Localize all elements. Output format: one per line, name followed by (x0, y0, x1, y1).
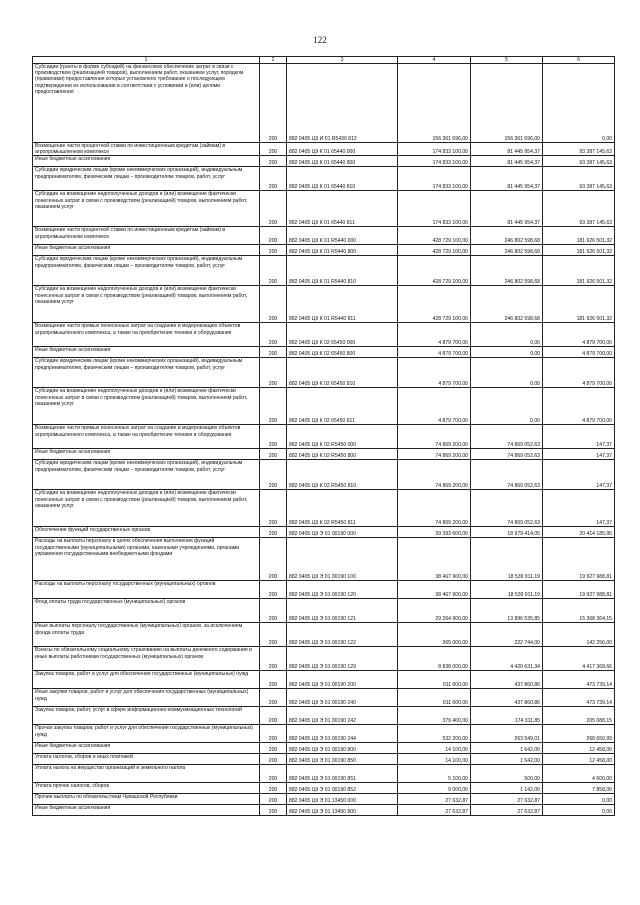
row-unexecuted: 4 879 700,00 (543, 323, 615, 347)
row-classification: 882 0405 Ц9 К 01 R5440 800 (287, 245, 398, 256)
row-name: Возмещение части прямых понесенных затрат на создание и модернизацию объектов агропромышленного комплекса, а также на приобретение техники и оборудования (33, 323, 260, 347)
table-row (33, 754, 615, 765)
row-executed: 1 142,00 (471, 783, 543, 794)
row-classification: 882 0405 Ц9 К 01 65440 800 (287, 156, 398, 167)
table-row (33, 286, 615, 323)
row-unexecuted: 147,37 (543, 490, 615, 527)
row-name: Субсидии на возмещение недополученных доходов и (или) возмещение фактически понесенных затрат в связи с производством (реализацией) товаров, выполнением работ, оказанием услуг (33, 388, 260, 425)
table-row (33, 460, 615, 490)
row-classification: 882 0405 Ц9 Э 01 00190 200 (287, 671, 398, 689)
row-approved: 74 869 200,00 (398, 425, 471, 449)
table-row (33, 725, 615, 743)
row-name: Фонд оплаты труда государственных (муниципальных) органов (33, 599, 260, 623)
row-code: 200 (260, 245, 287, 256)
row-executed: 27 632,87 (471, 794, 543, 805)
row-executed: 74 869 052,63 (471, 490, 543, 527)
row-executed: 18 539 911,19 (471, 581, 543, 599)
row-classification: 882 0405 Ц9 К 02 R5450 810 (287, 460, 398, 490)
row-code: 200 (260, 647, 287, 671)
row-name: Обеспечение функций государственных органов (33, 527, 260, 538)
row-executed: 1 642,00 (471, 743, 543, 754)
row-classification: 882 0405 Ц9 Э 01 00190 122 (287, 623, 398, 647)
row-classification: 882 0405 Ц9 Э 01 00190 121 (287, 599, 398, 623)
row-unexecuted: 181 926 501,32 (543, 227, 615, 245)
row-executed: 246 802 598,68 (471, 245, 543, 256)
row-approved: 27 632,87 (398, 794, 471, 805)
row-unexecuted: 12 458,00 (543, 754, 615, 765)
row-executed: 74 869 052,63 (471, 449, 543, 460)
row-code: 200 (260, 707, 287, 725)
row-classification: 882 0405 Ц9 К 01 R5440 810 (287, 256, 398, 286)
row-executed: 263 549,01 (471, 725, 543, 743)
row-unexecuted: 93 387 145,63 (543, 143, 615, 156)
row-code: 200 (260, 347, 287, 358)
row-classification: 882 0405 Ц9 Э 01 00190 850 (287, 754, 398, 765)
row-executed: 4 420 631,34 (471, 647, 543, 671)
header-col-2: 2 (260, 57, 287, 64)
row-approved: 38 467 900,00 (398, 538, 471, 581)
row-name: Субсидии на возмещение недополученных доходов и (или) возмещение фактически понесенных затрат в связи с производством (реализацией) товаров, выполнением работ, оказанием услуг (33, 490, 260, 527)
row-approved: 39 393 600,00 (398, 527, 471, 538)
row-classification: 882 0405 Ц9 Э 01 00190 129 (287, 647, 398, 671)
row-classification: 882 0405 Ц9 К 02 R5450 811 (287, 490, 398, 527)
row-code: 200 (260, 671, 287, 689)
row-code: 200 (260, 527, 287, 538)
row-unexecuted: 4 417 368,66 (543, 647, 615, 671)
row-classification: 882 0405 Ц9 Э 01 00190 240 (287, 689, 398, 707)
table-row (33, 64, 615, 143)
row-code: 200 (260, 538, 287, 581)
row-executed: 0,00 (471, 358, 543, 388)
row-executed: 13 896 535,85 (471, 599, 543, 623)
row-approved: 27 632,87 (398, 805, 471, 816)
row-name: Иные бюджетные ассигнования (33, 347, 260, 358)
table-row (33, 347, 615, 358)
row-code: 200 (260, 64, 287, 143)
row-unexecuted: 4 879 700,00 (543, 388, 615, 425)
row-classification: 882 0405 Ц9 И 01 R5430 812 (287, 64, 398, 143)
row-approved: 4 879 700,00 (398, 347, 471, 358)
row-approved: 8 838 000,00 (398, 647, 471, 671)
table-row (33, 388, 615, 425)
header-col-4: 4 (398, 57, 471, 64)
row-code: 200 (260, 156, 287, 167)
table-row (33, 743, 615, 754)
row-executed: 81 445 954,37 (471, 191, 543, 227)
table-row (33, 323, 615, 347)
row-executed: 81 445 954,37 (471, 156, 543, 167)
table-row (33, 647, 615, 671)
row-name: Иные бюджетные ассигнования (33, 449, 260, 460)
row-executed: 437 860,86 (471, 689, 543, 707)
row-classification: 882 0405 Ц9 Э 01 00190 800 (287, 743, 398, 754)
row-classification: 882 0405 Ц9 К 02 65450 000 (287, 323, 398, 347)
row-executed: 437 860,86 (471, 671, 543, 689)
row-approved: 428 729 100,00 (398, 256, 471, 286)
row-name: Взносы по обязательному социальному страхованию на выплаты денежного содержания и иные выплаты работникам государственных (муниципальных) органов (33, 647, 260, 671)
row-approved: 365 000,00 (398, 623, 471, 647)
row-classification: 882 0405 Ц9 К 01 65440 000 (287, 143, 398, 156)
row-unexecuted: 7 858,00 (543, 783, 615, 794)
row-classification: 882 0405 Ц9 К 02 R5450 000 (287, 425, 398, 449)
row-executed: 0,00 (471, 347, 543, 358)
row-unexecuted: 181 926 501,32 (543, 286, 615, 323)
row-approved: 74 869 200,00 (398, 460, 471, 490)
row-executed: 174 311,85 (471, 707, 543, 725)
row-unexecuted: 0,00 (543, 805, 615, 816)
row-unexecuted: 19 927 988,81 (543, 581, 615, 599)
table-row (33, 794, 615, 805)
row-executed: 500,00 (471, 765, 543, 783)
row-name: Возмещение части прямых понесенных затрат на создание и модернизацию объектов агропромышленного комплекса, а также на приобретение техники и оборудования (33, 425, 260, 449)
row-executed: 246 802 598,68 (471, 286, 543, 323)
row-name: Уплата прочих налогов, сборов (33, 783, 260, 794)
row-classification: 882 0405 Ц9 Э 01 13450 800 (287, 805, 398, 816)
row-code: 200 (260, 599, 287, 623)
row-executed: 1 642,00 (471, 754, 543, 765)
table-row (33, 156, 615, 167)
table-row (33, 623, 615, 647)
row-executed: 18 539 911,19 (471, 538, 543, 581)
row-classification: 882 0405 Ц9 К 01 65440 810 (287, 167, 398, 191)
row-code: 200 (260, 388, 287, 425)
row-code: 200 (260, 754, 287, 765)
row-classification: 882 0405 Ц9 Э 01 00190 242 (287, 707, 398, 725)
row-name: Субсидии юридическим лицам (кроме некоммерческих организаций), индивидуальным предпринимателям, физическим лицам – производителям товаров, работ, услуг (33, 256, 260, 286)
row-approved: 428 729 100,00 (398, 227, 471, 245)
row-approved: 29 264 900,00 (398, 599, 471, 623)
table-row (33, 191, 615, 227)
row-unexecuted: 0,00 (543, 64, 615, 143)
row-approved: 428 729 100,00 (398, 286, 471, 323)
table-row (33, 707, 615, 725)
row-approved: 5 100,00 (398, 765, 471, 783)
row-name: Иные бюджетные ассигнования (33, 245, 260, 256)
row-approved: 4 879 700,00 (398, 358, 471, 388)
row-name: Иные закупки товаров, работ и услуг для обеспечения государственных (муниципальных) нужд (33, 689, 260, 707)
row-approved: 9 000,00 (398, 783, 471, 794)
row-code: 200 (260, 689, 287, 707)
row-approved: 14 100,00 (398, 754, 471, 765)
row-unexecuted: 4 879 700,00 (543, 358, 615, 388)
row-name: Возмещение части процентной ставки по инвестиционным кредитам (займам) в агропромышленном комплексе (33, 227, 260, 245)
table-row (33, 245, 615, 256)
row-approved: 174 833 100,00 (398, 191, 471, 227)
table-row (33, 227, 615, 245)
row-classification: 882 0405 Ц9 Э 01 00190 852 (287, 783, 398, 794)
table-row (33, 256, 615, 286)
header-col-3: 3 (287, 57, 398, 64)
row-name: Субсидии юридическим лицам (кроме некоммерческих организаций), индивидуальным предпринимателям, физическим лицам – производителям товаров, работ, услуг (33, 460, 260, 490)
row-name: Субсидии юридическим лицам (кроме некоммерческих организаций), индивидуальным предпринимателям, физическим лицам – производителям товаров, работ, услуг (33, 167, 260, 191)
row-code: 200 (260, 191, 287, 227)
row-code: 200 (260, 581, 287, 599)
row-code: 200 (260, 725, 287, 743)
row-classification: 882 0405 Ц9 К 01 65440 811 (287, 191, 398, 227)
row-classification: 882 0405 Ц9 Э 01 00190 851 (287, 765, 398, 783)
row-approved: 74 869 200,00 (398, 490, 471, 527)
header-col-6: 6 (543, 57, 615, 64)
row-executed: 222 744,00 (471, 623, 543, 647)
row-approved: 911 600,00 (398, 671, 471, 689)
row-classification: 882 0405 Ц9 К 01 R5440 811 (287, 286, 398, 323)
row-code: 200 (260, 743, 287, 754)
row-unexecuted: 147,37 (543, 449, 615, 460)
row-code: 200 (260, 425, 287, 449)
row-name: Прочие выплаты по обязательствам Чувашской Республики (33, 794, 260, 805)
row-name: Прочая закупка товаров, работ и услуг для обеспечения государственных (муниципальных) нужд (33, 725, 260, 743)
row-name: Уплата налогов, сборов и иных платежей (33, 754, 260, 765)
row-code: 200 (260, 143, 287, 156)
row-unexecuted: 93 387 145,63 (543, 167, 615, 191)
row-executed: 81 445 954,37 (471, 167, 543, 191)
row-unexecuted: 473 739,14 (543, 671, 615, 689)
row-approved: 532 200,00 (398, 725, 471, 743)
row-unexecuted: 268 650,99 (543, 725, 615, 743)
row-executed: 246 802 598,68 (471, 227, 543, 245)
row-code: 200 (260, 623, 287, 647)
row-name: Иные бюджетные ассигнования (33, 156, 260, 167)
table-row (33, 538, 615, 581)
row-executed: 0,00 (471, 323, 543, 347)
row-approved: 156 361 696,00 (398, 64, 471, 143)
table-row (33, 425, 615, 449)
row-code: 200 (260, 460, 287, 490)
table-row (33, 805, 615, 816)
row-code: 200 (260, 167, 287, 191)
row-approved: 4 879 700,00 (398, 388, 471, 425)
row-code: 200 (260, 323, 287, 347)
row-code: 200 (260, 227, 287, 245)
row-name: Закупка товаров, работ, услуг в сфере информационно-коммуникационных технологий (33, 707, 260, 725)
row-unexecuted: 19 927 988,81 (543, 538, 615, 581)
table-row (33, 490, 615, 527)
table-row (33, 358, 615, 388)
row-unexecuted: 473 739,14 (543, 689, 615, 707)
row-name: Расходы на выплаты персоналу государственных (муниципальных) органов (33, 581, 260, 599)
row-code: 200 (260, 794, 287, 805)
table-body (33, 64, 615, 816)
row-classification: 882 0405 Ц9 Э 01 00190 244 (287, 725, 398, 743)
table-row (33, 449, 615, 460)
row-name: Возмещение части процентной ставки по инвестиционным кредитам (займам) в агропромышленном комплексе (33, 143, 260, 156)
row-approved: 4 879 700,00 (398, 323, 471, 347)
row-code: 200 (260, 449, 287, 460)
row-classification: 882 0405 Ц9 К 02 65450 800 (287, 347, 398, 358)
table-row (33, 689, 615, 707)
row-classification: 882 0405 Ц9 К 02 65450 811 (287, 388, 398, 425)
header-col-5: 5 (471, 57, 543, 64)
table-row (33, 167, 615, 191)
row-unexecuted: 0,00 (543, 794, 615, 805)
table-row (33, 527, 615, 538)
row-code: 200 (260, 256, 287, 286)
row-code: 200 (260, 765, 287, 783)
row-unexecuted: 205 088,15 (543, 707, 615, 725)
table-header (33, 57, 615, 64)
row-executed: 246 802 598,68 (471, 256, 543, 286)
row-name: Уплата налога на имущество организаций и земельного налога (33, 765, 260, 783)
row-unexecuted: 15 368 364,15 (543, 599, 615, 623)
row-unexecuted: 4 879 700,00 (543, 347, 615, 358)
row-name: Расходы на выплаты персоналу в целях обеспечения выполнения функций государственными (муниципальными) органами, казенными учреждениями, органами управления государственными внебюджетными фондами (33, 538, 260, 581)
header-col-1: 1 (33, 57, 260, 64)
header-row (33, 57, 615, 64)
row-approved: 174 833 100,00 (398, 156, 471, 167)
row-name: Иные выплаты персоналу государственных (муниципальных) органов, за исключением фонда оплаты труда (33, 623, 260, 647)
row-unexecuted: 12 458,00 (543, 743, 615, 754)
row-approved: 911 600,00 (398, 689, 471, 707)
row-classification: 882 0405 Ц9 Э 01 00190 000 (287, 527, 398, 538)
table-row (33, 581, 615, 599)
row-executed: 18 979 414,05 (471, 527, 543, 538)
row-code: 200 (260, 805, 287, 816)
row-approved: 38 467 900,00 (398, 581, 471, 599)
row-name: Иные бюджетные ассигнования (33, 805, 260, 816)
row-executed: 74 869 052,63 (471, 425, 543, 449)
row-classification: 882 0405 Ц9 К 02 R5450 800 (287, 449, 398, 460)
row-classification: 882 0405 Ц9 К 02 65450 810 (287, 358, 398, 388)
row-unexecuted: 181 926 501,32 (543, 245, 615, 256)
row-approved: 74 869 200,00 (398, 449, 471, 460)
row-executed: 81 445 954,37 (471, 143, 543, 156)
row-unexecuted: 142 256,00 (543, 623, 615, 647)
row-executed: 74 869 052,63 (471, 460, 543, 490)
row-approved: 174 833 100,00 (398, 143, 471, 156)
row-name: Иные бюджетные ассигнования (33, 743, 260, 754)
row-classification: 882 0405 Ц9 Э 01 00190 100 (287, 538, 398, 581)
row-unexecuted: 147,37 (543, 460, 615, 490)
row-unexecuted: 181 926 501,32 (543, 256, 615, 286)
table-row (33, 143, 615, 156)
row-code: 200 (260, 358, 287, 388)
table-row (33, 783, 615, 794)
row-classification: 882 0405 Ц9 К 01 R5440 000 (287, 227, 398, 245)
row-unexecuted: 93 387 145,63 (543, 191, 615, 227)
row-approved: 379 400,00 (398, 707, 471, 725)
row-name: Субсидии на возмещение недополученных доходов и (или) возмещение фактически понесенных затрат в связи с производством (реализацией) товаров, выполнением работ, оказанием услуг (33, 286, 260, 323)
row-code: 200 (260, 783, 287, 794)
row-executed: 27 632,87 (471, 805, 543, 816)
row-classification: 882 0405 Ц9 Э 01 13450 000 (287, 794, 398, 805)
row-unexecuted: 147,37 (543, 425, 615, 449)
table-row (33, 671, 615, 689)
row-unexecuted: 93 387 145,63 (543, 156, 615, 167)
table-row (33, 765, 615, 783)
row-approved: 428 729 100,00 (398, 245, 471, 256)
row-approved: 14 100,00 (398, 743, 471, 754)
row-name: Субсидии юридическим лицам (кроме некоммерческих организаций), индивидуальным предпринимателям, физическим лицам – производителям товаров, работ, услуг (33, 358, 260, 388)
page-number: 122 (313, 35, 327, 45)
row-name: Субсидии на возмещение недополученных доходов и (или) возмещение фактически понесенных затрат в связи с производством (реализацией) товаров, выполнением работ, оказанием услуг (33, 191, 260, 227)
budget-execution-table (32, 56, 615, 816)
row-classification: 882 0405 Ц9 Э 01 00190 120 (287, 581, 398, 599)
table-row (33, 599, 615, 623)
row-name: Субсидии (гранты в форме субсидий) на финансовое обеспечение затрат в связи с производством (реализацией товаров), выполнением работ, оказанием услуг, порядком (правилами) предоставления которых установлено требование о последующем подтверждении их использования в соответствии с условиями и (или) целями предоставления (33, 64, 260, 143)
row-unexecuted: 20 414 185,95 (543, 527, 615, 538)
row-code: 200 (260, 490, 287, 527)
row-executed: 156 361 696,00 (471, 64, 543, 143)
row-code: 200 (260, 286, 287, 323)
row-approved: 174 833 100,00 (398, 167, 471, 191)
row-unexecuted: 4 600,00 (543, 765, 615, 783)
row-executed: 0,00 (471, 388, 543, 425)
row-name: Закупка товаров, работ и услуг для обеспечения государственных (муниципальных) нужд (33, 671, 260, 689)
